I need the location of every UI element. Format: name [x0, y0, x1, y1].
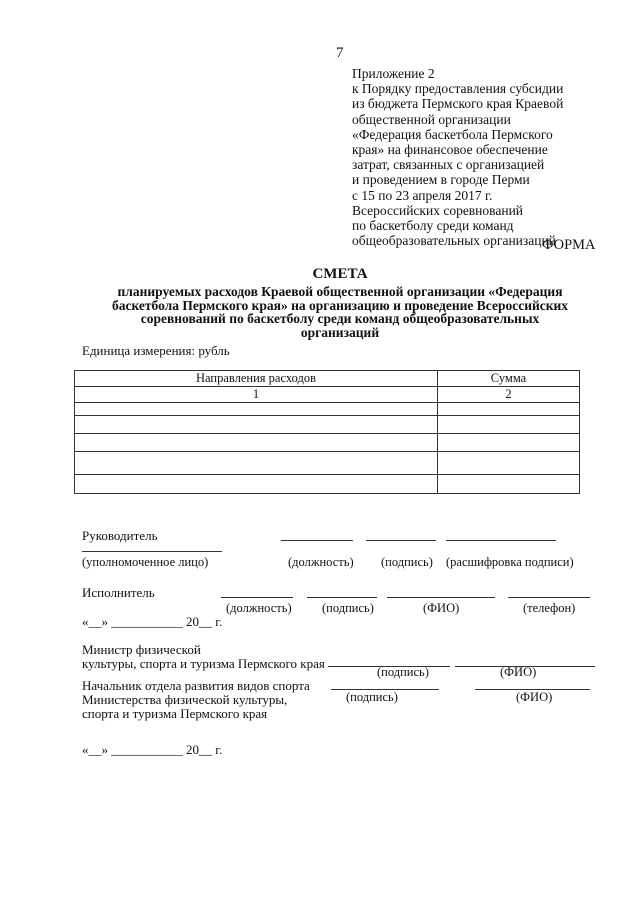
- minister-title-line2: культуры, спорта и туризма Пермского края: [82, 656, 325, 671]
- dept-head-name-caption: (ФИО): [516, 690, 553, 704]
- table-row[interactable]: [75, 403, 580, 416]
- table-cell[interactable]: [438, 403, 580, 416]
- date-line-final[interactable]: «__» ___________ 20__ г.: [82, 742, 223, 757]
- table-cell[interactable]: [438, 475, 580, 494]
- appendix-line: по баскетболу среди команд: [352, 218, 514, 234]
- appendix-line: из бюджета Пермского края Краевой: [352, 96, 564, 112]
- appendix-line: общеобразовательных организаций: [352, 233, 556, 249]
- appendix-line: к Порядку предоставления субсидии: [352, 81, 564, 97]
- appendix-line: «Федерация баскетбола Пермского: [352, 126, 553, 142]
- table-cell[interactable]: [75, 475, 438, 494]
- column-number-2: 2: [438, 387, 580, 403]
- dept-head-title-line2: Министерства физической культуры,: [82, 692, 288, 707]
- appendix-line: затрат, связанных с организацией: [352, 157, 545, 173]
- column-number-1: 1: [75, 387, 438, 403]
- units-label: Единица измерения: рубль: [82, 343, 230, 358]
- position-line[interactable]: [281, 540, 353, 541]
- executor-signature-line[interactable]: [307, 597, 377, 598]
- appendix-line: Приложение 2: [352, 66, 435, 81]
- form-label: ФОРМА: [542, 237, 596, 253]
- table-cell[interactable]: [75, 434, 438, 452]
- table-row[interactable]: [75, 475, 580, 494]
- table-row[interactable]: [75, 434, 580, 452]
- signature-caption: (подпись): [381, 555, 433, 569]
- executor-name-caption: (ФИО): [423, 601, 460, 615]
- dept-head-title-line3: спорта и туризма Пермского края: [82, 706, 268, 721]
- column-header-amount: Сумма: [438, 371, 580, 387]
- column-header-expenses: Направления расходов: [75, 371, 438, 387]
- minister-signature-caption: (подпись): [377, 665, 429, 679]
- executor-position-line[interactable]: [221, 597, 293, 598]
- budget-table: [74, 370, 580, 494]
- executor-position-caption: (должность): [226, 601, 292, 615]
- table-cell[interactable]: [438, 434, 580, 452]
- executor-label: Исполнитель: [82, 585, 155, 600]
- dept-head-signature-caption: (подпись): [346, 690, 398, 704]
- table-header-row: [75, 371, 580, 387]
- authorized-person-line[interactable]: [82, 551, 222, 552]
- document-title: СМЕТА: [312, 266, 368, 282]
- subtitle-line: организаций: [300, 324, 380, 340]
- position-caption: (должность): [288, 555, 354, 569]
- head-label: Руководитель: [82, 528, 158, 543]
- executor-signature-caption: (подпись): [322, 601, 374, 615]
- executor-phone-line[interactable]: [508, 597, 590, 598]
- table-number-row: [75, 387, 580, 403]
- executor-name-line[interactable]: [387, 597, 495, 598]
- appendix-line: края» на финансовое обеспечение: [352, 142, 548, 158]
- table-cell[interactable]: [438, 452, 580, 475]
- table-row[interactable]: [75, 452, 580, 475]
- minister-title-line1: Министр физической: [82, 642, 201, 657]
- table-row[interactable]: [75, 416, 580, 434]
- signature-decoding-caption: (расшифровка подписи): [446, 555, 574, 569]
- table-cell[interactable]: [75, 452, 438, 475]
- table-cell[interactable]: [75, 416, 438, 434]
- dept-head-title-line1: Начальник отдела развития видов спорта: [82, 678, 310, 693]
- subtitle-line: соревнований по баскетболу среди команд общеобразовательных: [140, 311, 540, 326]
- signature-line[interactable]: [366, 540, 436, 541]
- appendix-line: общественной организации: [352, 111, 511, 127]
- document-subtitle: [60, 285, 620, 339]
- table-cell[interactable]: [438, 416, 580, 434]
- executor-phone-caption: (телефон): [523, 601, 576, 615]
- table-cell[interactable]: [75, 403, 438, 416]
- appendix-line: Всероссийских соревнований: [352, 202, 524, 218]
- page-number: 7: [336, 45, 344, 61]
- minister-name-caption: (ФИО): [500, 665, 537, 679]
- subtitle-line: баскетбола Пермского края» на организацию и проведение Всероссийских: [111, 297, 569, 313]
- date-line[interactable]: «__» ___________ 20__ г.: [82, 614, 223, 629]
- appendix-block: [352, 66, 612, 248]
- appendix-line: с 15 по 23 апреля 2017 г.: [352, 187, 493, 203]
- authorized-person-caption: (уполномоченное лицо): [82, 555, 209, 569]
- appendix-line: и проведением в городе Перми: [352, 172, 530, 188]
- subtitle-line: планируемых расходов Краевой общественной организации «Федерация: [117, 284, 563, 299]
- signature-decoding-line[interactable]: [446, 540, 556, 541]
